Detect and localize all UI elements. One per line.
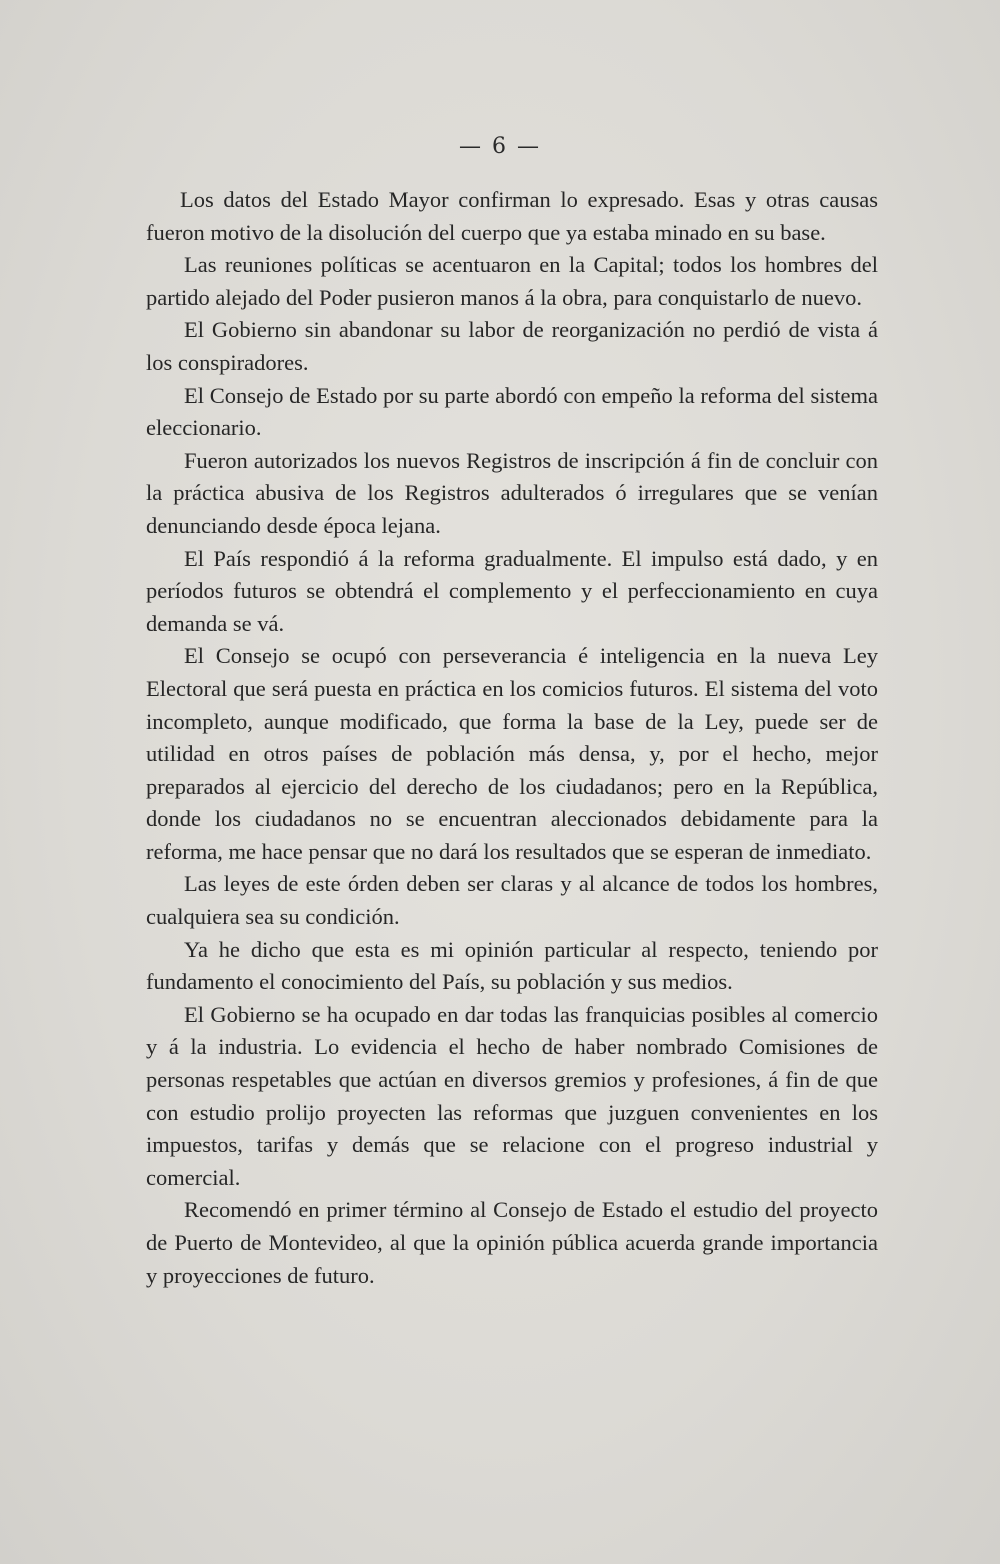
paragraph: Las reuniones políticas se acentuaron en la Capital; todos los hombres del partido alejado del Poder pusieron manos á la obra, para conquistarlo de nuevo. [146, 252, 878, 310]
paragraph: Recomendó en primer término al Consejo de Estado el estudio del proyecto de Puerto de Montevideo, al que la opinión pública acuerda grande importancia y proyecciones de futuro. [146, 1197, 878, 1288]
paragraph: Los datos del Estado Mayor confirman lo expresado. Esas y otras causas fueron motivo de la disolución del cuerpo que ya estaba minado en su base. [146, 187, 878, 245]
paragraph: El País respondió á la reforma gradualmente. El impulso está dado, y en períodos futuros se obtendrá el complemento y el perfeccionamiento en cuya demanda se vá. [146, 545, 878, 636]
paragraph: El Gobierno sin abandonar su labor de reorganización no perdió de vista á los conspiradores. [146, 317, 878, 375]
body-text [146, 184, 878, 1292]
paragraph: El Consejo de Estado por su parte abordó con empeño la reforma del sistema eleccionario. [146, 382, 878, 441]
paragraph: Fueron autorizados los nuevos Registros de inscripción á fin de concluir con la práctica abusiva de los Registros adulterados ó irregulares que se venían denunciando desde época lejana. [146, 447, 878, 538]
paragraph: Las leyes de este órden deben ser claras y al alcance de todos los hombres, cualquiera sea su condición. [146, 871, 878, 930]
paragraph: Ya he dicho que esta es mi opinión particular al respecto, teniendo por fundamento el conocimiento del País, su población y sus medios. [146, 936, 878, 995]
paragraph: El Gobierno se ha ocupado en dar todas las franquicias posibles al comercio y á la industria. Lo evidencia el hecho de haber nombrado Comisiones de personas respetables que actúan en diversos gremios y profesiones, á fin de que con estudio prolijo proyecten las reformas que juzguen convenientes en los impuestos, tarifas y demás que se relacione con el progreso industrial y comercial. [146, 1001, 878, 1190]
page-number: — 6 — [459, 134, 541, 159]
paragraph: El Consejo se ocupó con perseverancia é inteligencia en la nueva Ley Electoral que será puesta en práctica en los comicios futuros. El sistema del voto incompleto, aunque modificado, que forma la base de la Ley, puede ser de utilidad en otros países de población más densa, y, por el hecho, mejor preparados al ejercicio del derecho de los ciudadanos; pero en la República, donde los ciudadanos no se encuentran aleccionados debidamente para la reforma, me hace pensar que no dará los resultados que se esperan de inmediato. [146, 643, 878, 864]
